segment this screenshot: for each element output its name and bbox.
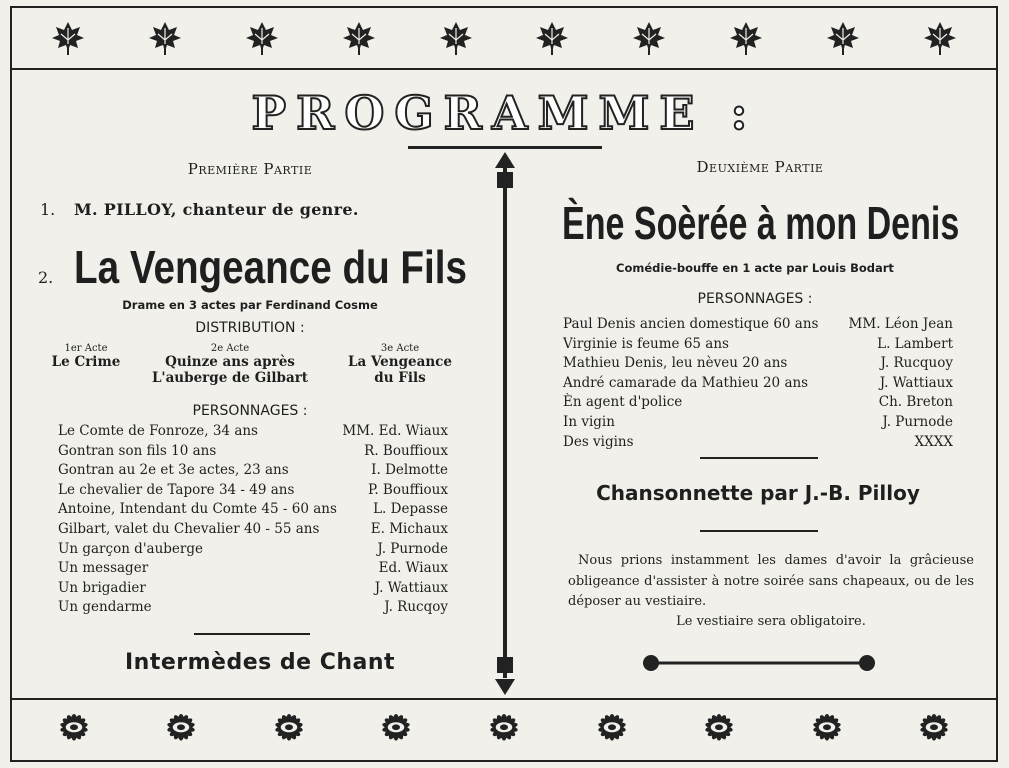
play2-subtitle: Comédie-bouffe en 1 acte par Louis Bodart bbox=[616, 261, 894, 275]
cast-role: Gontran au 2e et 3e actes, 23 ans bbox=[58, 462, 289, 479]
cast-actor: L. Lambert bbox=[877, 335, 953, 352]
cast-list-part1 bbox=[58, 422, 448, 618]
daisy-flower-icon bbox=[154, 713, 208, 747]
act-label: 3e Acte bbox=[380, 343, 420, 354]
cast-actor: XXXX bbox=[914, 433, 953, 450]
cast-actor: MM. Ed. Wiaux bbox=[342, 423, 448, 439]
cast-role: Le Comte de Fonroze, 34 ans bbox=[58, 423, 258, 439]
cast-role: Èn agent d'police bbox=[563, 394, 683, 411]
down-arrow-icon bbox=[493, 655, 517, 697]
maple-leaf-icon bbox=[826, 20, 860, 60]
interlude-rule bbox=[194, 633, 310, 635]
dumbbell-ornament bbox=[640, 652, 880, 674]
act-title-line2: L'auberge de Gilbart bbox=[151, 370, 309, 386]
notice-text-2: Le vestiaire sera obligatoire. bbox=[676, 614, 866, 629]
cast-role: Gilbart, valet du Chevalier 40 - 55 ans bbox=[58, 520, 320, 537]
cast-row bbox=[563, 335, 953, 355]
daisy-flower-icon bbox=[47, 713, 101, 747]
act-title: Quinze ans après bbox=[165, 354, 295, 370]
maple-leaf-icon bbox=[148, 20, 182, 60]
act-label: 2e Acte bbox=[210, 343, 250, 354]
cast-role: Un gendarme bbox=[58, 599, 152, 616]
cast-row bbox=[58, 422, 448, 442]
cast-row bbox=[563, 413, 953, 433]
cast-actor: MM. Léon Jean bbox=[848, 316, 953, 332]
act-title: La Vengeance bbox=[348, 354, 452, 370]
cast-role: Paul Denis ancien domestique 60 ans bbox=[563, 316, 819, 332]
cast-row bbox=[563, 354, 953, 374]
act-2 bbox=[145, 343, 315, 386]
notice-text: Nous prions instamment les dames d'avoir la grâcieuse obligeance d'assister à notre soirée sans chapeaux, ou de les déposer au vestiaire. bbox=[568, 553, 974, 609]
personnages-heading-1: PERSONNAGES : bbox=[192, 403, 308, 419]
act-label: 1er Acte bbox=[64, 343, 108, 354]
item1-text: M. PILLOY, chanteur de genre. bbox=[74, 200, 359, 219]
up-arrow-icon bbox=[493, 150, 517, 190]
personnages-heading-2: PERSONNAGES : bbox=[697, 291, 813, 307]
cast-actor: J. Purnode bbox=[377, 540, 448, 557]
maple-leaf-icon bbox=[535, 20, 569, 60]
bottom-ornament-row bbox=[20, 708, 988, 752]
cast-actor: L. Depasse bbox=[373, 501, 448, 518]
top-ornament-row bbox=[20, 18, 988, 62]
daisy-flower-icon bbox=[692, 713, 746, 747]
cast-actor: Ch. Breton bbox=[878, 394, 953, 411]
cast-role: Un brigadier bbox=[58, 579, 146, 596]
daisy-flower-icon bbox=[477, 713, 531, 747]
item1-number: 1. bbox=[40, 200, 56, 219]
cast-actor: J. Purnode bbox=[882, 413, 953, 430]
page-title: PROGRAMME : bbox=[251, 86, 758, 140]
bottom-divider bbox=[12, 698, 996, 700]
act-title: Le Crime bbox=[51, 354, 121, 370]
acts-block bbox=[50, 343, 460, 393]
chansonnette-title: Chansonnette par J.-B. Pilloy bbox=[596, 481, 920, 505]
cast-row bbox=[58, 579, 448, 599]
cast-row bbox=[58, 540, 448, 560]
maple-leaf-icon bbox=[245, 20, 279, 60]
cast-row bbox=[58, 598, 448, 618]
cast-row bbox=[58, 520, 448, 540]
cast-actor: J. Rucquoy bbox=[880, 355, 953, 372]
cast-row bbox=[58, 481, 448, 501]
cast-row bbox=[563, 393, 953, 413]
cast-role: André camarade da Mathieu 20 ans bbox=[563, 374, 809, 391]
cast-actor: I. Delmotte bbox=[371, 462, 448, 479]
maple-leaf-icon bbox=[923, 20, 957, 60]
cast-row bbox=[58, 559, 448, 579]
daisy-flower-icon bbox=[585, 713, 639, 747]
maple-leaf-icon bbox=[729, 20, 763, 60]
daisy-flower-icon bbox=[800, 713, 854, 747]
item2-number: 2. bbox=[38, 268, 54, 287]
cast-row bbox=[58, 500, 448, 520]
cast-role: In vigin bbox=[563, 413, 615, 430]
play1-subtitle: Drame en 3 actes par Ferdinand Cosme bbox=[122, 298, 378, 312]
cast-row bbox=[563, 374, 953, 394]
distribution-heading: DISTRIBUTION : bbox=[195, 320, 305, 336]
top-divider bbox=[12, 68, 996, 70]
cast-role: Des vigins bbox=[563, 433, 634, 450]
cast-row bbox=[58, 461, 448, 481]
cast-row bbox=[563, 433, 953, 453]
center-divider bbox=[503, 168, 507, 678]
cast-actor: Ed. Wiaux bbox=[378, 560, 448, 577]
cast-actor: R. Bouffioux bbox=[364, 442, 448, 459]
cast-row bbox=[563, 315, 953, 335]
act-3 bbox=[340, 343, 460, 386]
part1-heading: Première Partie bbox=[187, 160, 313, 178]
part2-heading: Deuxième Partie bbox=[696, 158, 824, 176]
act-1 bbox=[50, 343, 122, 370]
maple-leaf-icon bbox=[439, 20, 473, 60]
cast-actor: J. Wattiaux bbox=[374, 579, 448, 596]
daisy-flower-icon bbox=[907, 713, 961, 747]
cast-role: Antoine, Intendant du Comte 45 - 60 ans bbox=[58, 501, 337, 518]
play1-title: La Vengeance du Fils bbox=[74, 241, 467, 293]
act-title-line2: du Fils bbox=[374, 370, 426, 386]
chanson-rule-top bbox=[700, 457, 818, 459]
interlude-title: Intermèdes de Chant bbox=[124, 650, 396, 675]
cast-role: Un messager bbox=[58, 560, 149, 577]
cast-role: Un garçon d'auberge bbox=[58, 540, 203, 557]
cast-role: Gontran son fils 10 ans bbox=[58, 442, 217, 459]
chanson-rule-bottom bbox=[700, 530, 818, 532]
daisy-flower-icon bbox=[262, 713, 316, 747]
cast-row bbox=[58, 442, 448, 462]
cast-actor: J. Wattiaux bbox=[879, 374, 953, 391]
maple-leaf-icon bbox=[342, 20, 376, 60]
cast-actor: E. Michaux bbox=[370, 520, 448, 537]
maple-leaf-icon bbox=[632, 20, 666, 60]
cast-role: Mathieu Denis, leu nèveu 20 ans bbox=[563, 355, 788, 372]
cast-role: Le chevalier de Tapore 34 - 49 ans bbox=[58, 481, 295, 498]
cast-actor: J. Rucqoy bbox=[384, 599, 448, 616]
cast-list-part2 bbox=[563, 315, 953, 452]
daisy-flower-icon bbox=[369, 713, 423, 747]
cast-actor: P. Bouffioux bbox=[367, 481, 448, 498]
play2-title: Ène Soèrée à mon Denis bbox=[562, 197, 960, 249]
cast-role: Virginie is feume 65 ans bbox=[563, 335, 729, 352]
maple-leaf-icon bbox=[51, 20, 85, 60]
title-underline bbox=[408, 146, 602, 149]
